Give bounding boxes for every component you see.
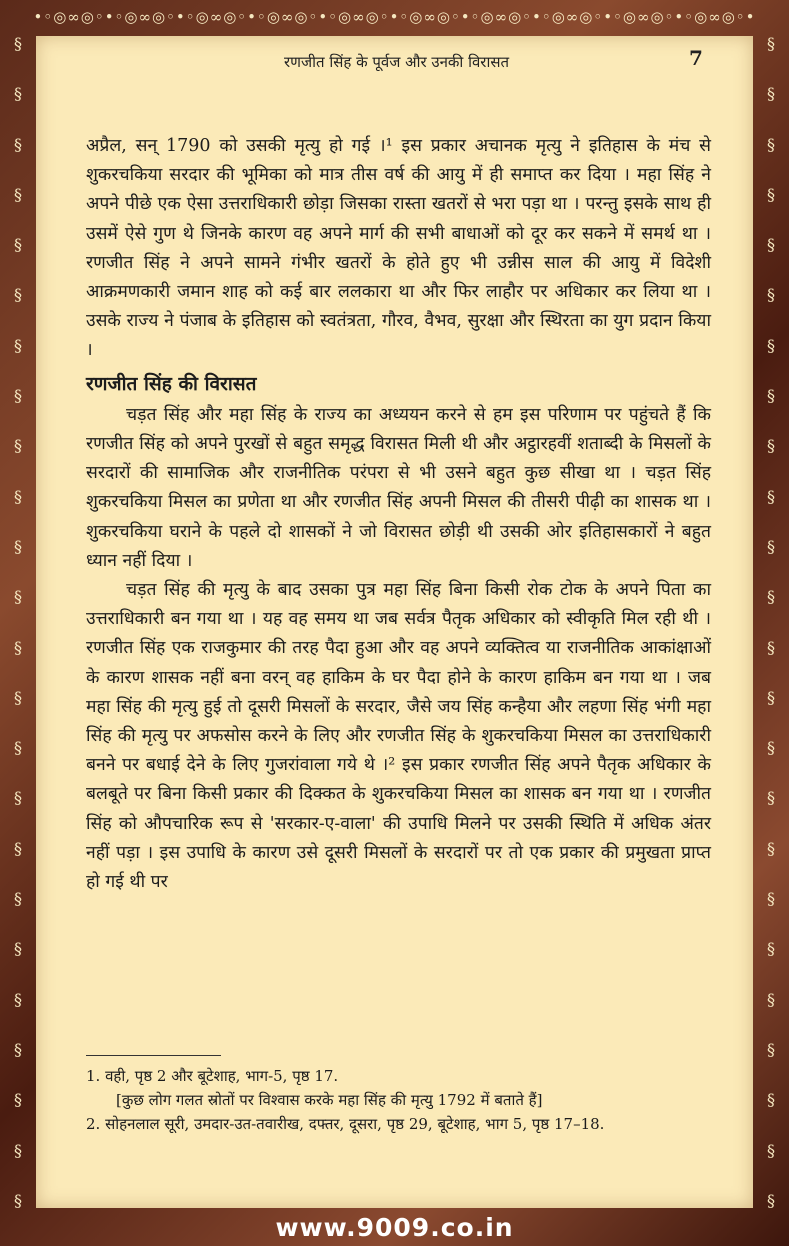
- website-watermark: www.9009.co.in: [275, 1213, 514, 1242]
- footnote-2: 2. सोहनलाल सूरी, उमदार-उत-तवारीख, दफ्तर, दूसरा, पृष्ठ 29, बूटेशाह, भाग 5, पृष्ठ 17–18.: [86, 1115, 605, 1133]
- paragraph-3: चड़त सिंह की मृत्यु के बाद उसका पुत्र महा सिंह बिना किसी रोक टोक के अपने पिता का उत्तराधिकारी बन गया था । यह वह समय था जब सर्वत्र पैतृक अधिकार को स्वीकृति मिल रही थी । रणजीत सिंह एक राजकुमार की तरह पैदा हुआ और वह अपने व्यक्तित्व या राजनीतिक आकांक्षाओं के कारण शासक नहीं बना वरन् वह हाकिम के घर पैदा होने के कारण हाकिम बन गया था । जब महा सिंह की मृत्यु हुई तो दूसरी मिसलों के सरदार, जैसे जय सिंह कन्हैया और लहणा सिंह भंगी महा सिंह की मृत्यु पर अफसोस करने के लिए और रणजीत सिंह के शुकरचकिया मिसल का उत्तराधिकारी बनने पर बधाई देने के लिए गुजरांवाला गये थे ।² इस प्रकार रणजीत सिंह अपने पैतृक अधिकार के बलबूते पर बिना किसी प्रकार की दिक्कत के शुकरचकिया मिसल का शासक बन गया था । रणजीत सिंह को औपचारिक रूप से 'सरकार-ए-वाला' की उपाधि मिलने पर उसकी स्थिति में अधिक अंतर नहीं पड़ा । इस उपाधि के कारण उसे दूसरी मिसलों के सरदारों पर तो एक प्रकार की प्रमुखता प्राप्त हो गई थी पर: [86, 580, 711, 893]
- top-border-ornament: •◦◎∞◎◦•◦◎∞◎◦•◦◎∞◎◦•◦◎∞◎◦•◦◎∞◎◦•◦◎∞◎◦•◦◎∞◎◦•◦◎∞◎◦•◦◎∞◎◦•◦◎∞◎◦•: [33, 8, 756, 26]
- paragraph-1: अप्रैल, सन् 1790 को उसकी मृत्यु हो गई ।¹ इस प्रकार अचानक मृत्यु ने इतिहास के मंच से शुकरचकिया सरदार की भूमिका को मात्र तीस वर्ष की आयु में ही समाप्त कर दिया । महा सिंह ने अपने पीछे एक ऐसा उत्तराधिकारी छोड़ा जिसका रास्ता खतरों से भरा पड़ा था । परन्तु इसके साथ ही उसमें ऐसे गुण थे जिनके कारण वह अपने मार्ग की सभी बाधाओं को दूर कर सकने में समर्थ था । रणजीत सिंह ने अपने सामने गंभीर खतरों के होते हुए भी उन्नीस साल की आयु में विदेशी आक्रमणकारी जमान शाह को कई बार ललकारा था और फिर लाहौर पर अधिकार कर लिया था । उसके राज्य ने पंजाब के इतिहास को स्वतंत्रता, गौरव, वैभव, सुरक्षा और स्थिरता का युग प्रदान किया ।: [86, 136, 711, 361]
- footnotes: [86, 1064, 716, 1136]
- footnote-1: 1. वही, पृष्ठ 2 और बूटेशाह, भाग-5, पृष्ठ 17.: [86, 1067, 339, 1085]
- right-border-ornament: § § § § § § § § § § § § § § § § § § § § § § § §: [767, 34, 775, 1210]
- body-text: [86, 132, 711, 897]
- left-border-ornament: § § § § § § § § § § § § § § § § § § § § § § § §: [14, 34, 22, 1210]
- footnote-divider: [86, 1055, 221, 1056]
- page-number: 7: [689, 46, 703, 70]
- footnote-1-remark: [कुछ लोग गलत स्रोतों पर विश्वास करके महा सिंह की मृत्यु 1792 में बताते हैं]: [116, 1091, 543, 1109]
- paragraph-2: चड़त सिंह और महा सिंह के राज्य का अध्ययन करने से हम इस परिणाम पर पहुंचते हैं कि रणजीत सिंह को अपने पुरखों से बहुत समृद्ध विरासत मिली थी और अट्ठारहवीं शताब्दी के मिसलों के सरदारों की सामाजिक और राजनीतिक परंपरा से भी उसने बहुत कुछ सीखा था । चड़त सिंह शुकरचकिया मिसल का प्रणेता था और रणजीत सिंह अपनी मिसल की तीसरी पीढ़ी का शासक था । शुकरचकिया घराने के पहले दो शासकों ने जो विरासत छोड़ी थी उसकी ओर इतिहासकारों ने बहुत ध्यान नहीं दिया ।: [86, 404, 711, 571]
- section-heading: रणजीत सिंह की विरासत: [86, 372, 257, 395]
- chapter-title: रणजीत सिंह के पूर्वज और उनकी विरासत: [284, 53, 510, 71]
